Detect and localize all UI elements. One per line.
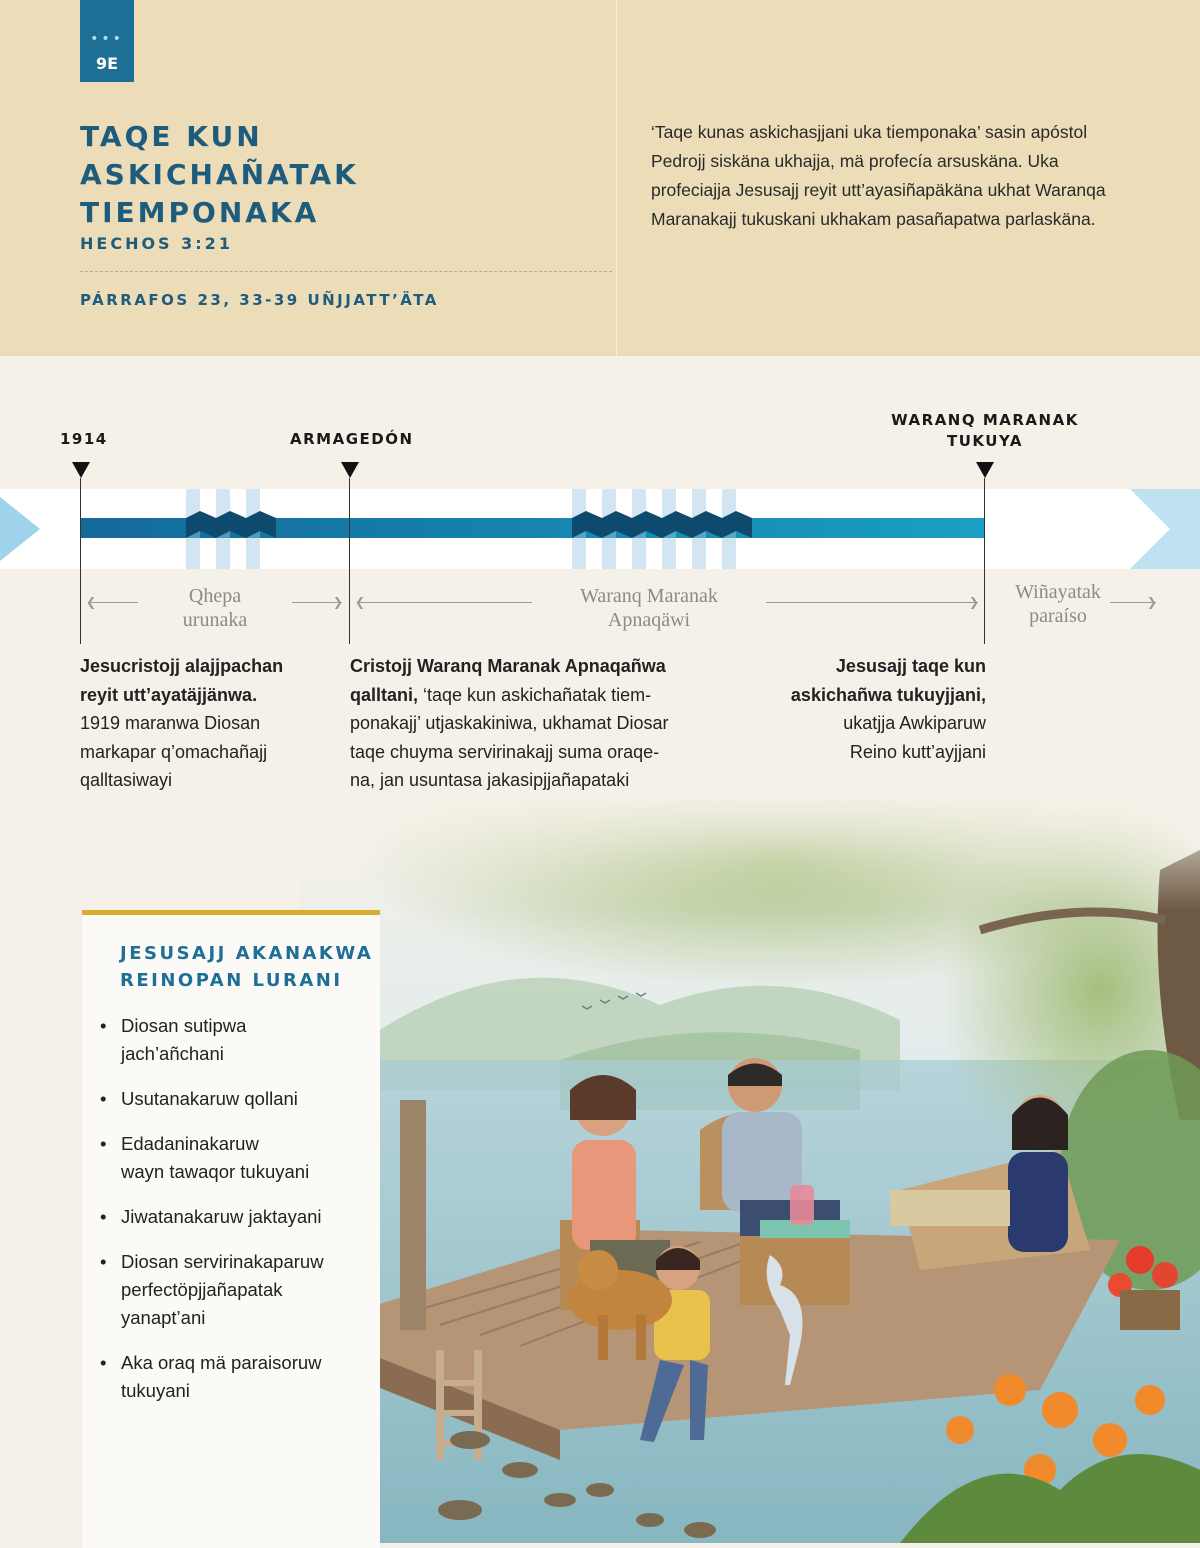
arrow-right-icon: ❯ (333, 595, 344, 609)
bullet-icon: • (100, 1133, 107, 1154)
event-body-line: ponakajj’ utjaskakiniwa, ukhamat Diosar (350, 713, 669, 733)
list-item-line: Jiwatanakaruw jaktayani (121, 1206, 322, 1227)
list-item (100, 1349, 370, 1405)
event-body-line: Reino kutt’ayjjani (849, 741, 986, 762)
list-item-line: wayn tawaqor tukuyani (121, 1161, 310, 1182)
period-label-line: Qhepa (188, 585, 242, 607)
list-item-line: Diosan servirinakaparuw (121, 1251, 324, 1272)
period-arrow-line (357, 602, 532, 603)
arrow-left-icon: ❮ (86, 595, 97, 609)
intro-text: ‘Taqe kunas askichasjjani uka tiemponaka’ sasin apóstol Pedrojj siskäna ukhajja, mä profecía arsuskäna. Uka profeciajja Jesusajj reyit utt’ayasiñapäkäna ukhat Waranqa Maranakajj tukuskani ukhakam pasañapatwa parlaskäna. (651, 122, 1106, 229)
timeline-band (0, 489, 1200, 569)
bullet-icon: • (100, 1088, 107, 1109)
event-heading-line: reyit utt’ayatäjjänwa. (80, 684, 258, 705)
list-item (100, 1248, 370, 1332)
event-end-text (730, 652, 986, 766)
title-line: TIEMPONAKA (80, 196, 320, 229)
list-item-line: Diosan sutipwa (121, 1015, 247, 1036)
box-title-line: JESUSAJJ AKANAKWA (120, 943, 374, 964)
list-item (100, 1203, 370, 1231)
period-label-line: Apnaqäwi (607, 609, 691, 631)
event-body-line: ukatjja Awkiparuw (843, 713, 986, 733)
event-body-line: markapar q’omachañajj (80, 741, 268, 762)
list-item (100, 1130, 370, 1186)
scripture-reference: HECHOS 3:21 (80, 234, 233, 253)
bullet-icon: • (100, 1015, 107, 1036)
marker-triangle-icon (341, 462, 359, 478)
event-heading-line: askichañwa tukuyjjani, (790, 684, 986, 705)
box-title-line: REINOPAN LURANI (120, 970, 343, 991)
event-body-line: 1919 maranwa Diosan (80, 713, 261, 733)
list-item-line: tukuyani (121, 1380, 190, 1401)
event-heading-line: Jesusajj taqe kun (835, 656, 986, 676)
period-label-millennium (548, 584, 750, 632)
event-heading-line: Jesucristojj alajjpachan (80, 656, 284, 676)
period-label-paradise (990, 580, 1126, 628)
period-label-line: urunaka (182, 609, 248, 631)
list-item-line: Edadaninakaruw (121, 1133, 259, 1154)
bullet-icon: • (100, 1206, 107, 1227)
list-item-line: yanapt’ani (121, 1307, 206, 1328)
event-body-line: taqe chuyma servirinakajj suma oraqe- (350, 741, 660, 762)
event-millennium-text (350, 652, 720, 795)
list-item-line: jach’añchani (121, 1043, 224, 1064)
section-badge (80, 0, 134, 82)
event-body-line: ‘taqe kun askichañatak tiem- (418, 684, 652, 705)
bullet-icon: • (100, 1251, 107, 1272)
period-label-line: paraíso (1029, 605, 1087, 627)
event-1914-text (80, 652, 345, 795)
badge-code: 9E (95, 54, 119, 73)
list-item-line: Usutanakaruw qollani (121, 1088, 298, 1109)
bullet-icon: • (100, 1352, 107, 1373)
reign-list (100, 1012, 370, 1422)
list-item-line: Aka oraq mä paraisoruw (121, 1352, 322, 1373)
arrow-left-icon: ❮ (355, 595, 366, 609)
marker-label-1914: 1914 (60, 430, 108, 448)
badge-dots: ••• (90, 31, 124, 47)
list-item-line: perfectöpjjañapatak (121, 1279, 283, 1300)
event-heading-line: qalltani, (350, 684, 419, 705)
title-line: ASKICHAÑATAK (80, 158, 359, 191)
period-arrow-line (766, 602, 978, 603)
marker-label-armageddon: ARMAGEDÓN (290, 430, 414, 448)
marker-label-millennium-end: WARANQ MARANAK TUKUYA (891, 411, 1079, 450)
period-label-last-days (150, 584, 280, 632)
marker-line-millennium-end (984, 478, 985, 644)
dashed-divider (80, 271, 612, 272)
box-title (120, 940, 380, 994)
event-body-line: na, jan usuntasa jakasipjjañapataki (350, 770, 630, 790)
marker-triangle-icon (72, 462, 90, 478)
list-item (100, 1085, 370, 1113)
arrow-right-icon: ❯ (969, 595, 980, 609)
marker-line-armageddon (349, 478, 350, 644)
header-divider (616, 0, 617, 356)
arrow-right-icon: ❯ (1147, 595, 1158, 609)
title-line: TAQE KUN (80, 120, 263, 153)
marker-line-1914 (80, 478, 81, 644)
event-heading-line: Cristojj Waranq Maranak Apnaqañwa (350, 656, 666, 676)
page-title (80, 118, 560, 232)
marker-triangle-icon (976, 462, 994, 478)
event-body-line: qalltasiwayi (80, 770, 173, 790)
list-item (100, 1012, 370, 1068)
period-label-line: Waranq Maranak (580, 585, 718, 607)
period-label-line: Wiñayatak (1015, 581, 1101, 603)
paragraphs-reference: PÁRRAFOS 23, 33-39 UÑJJATT’ÄTA (80, 291, 439, 309)
